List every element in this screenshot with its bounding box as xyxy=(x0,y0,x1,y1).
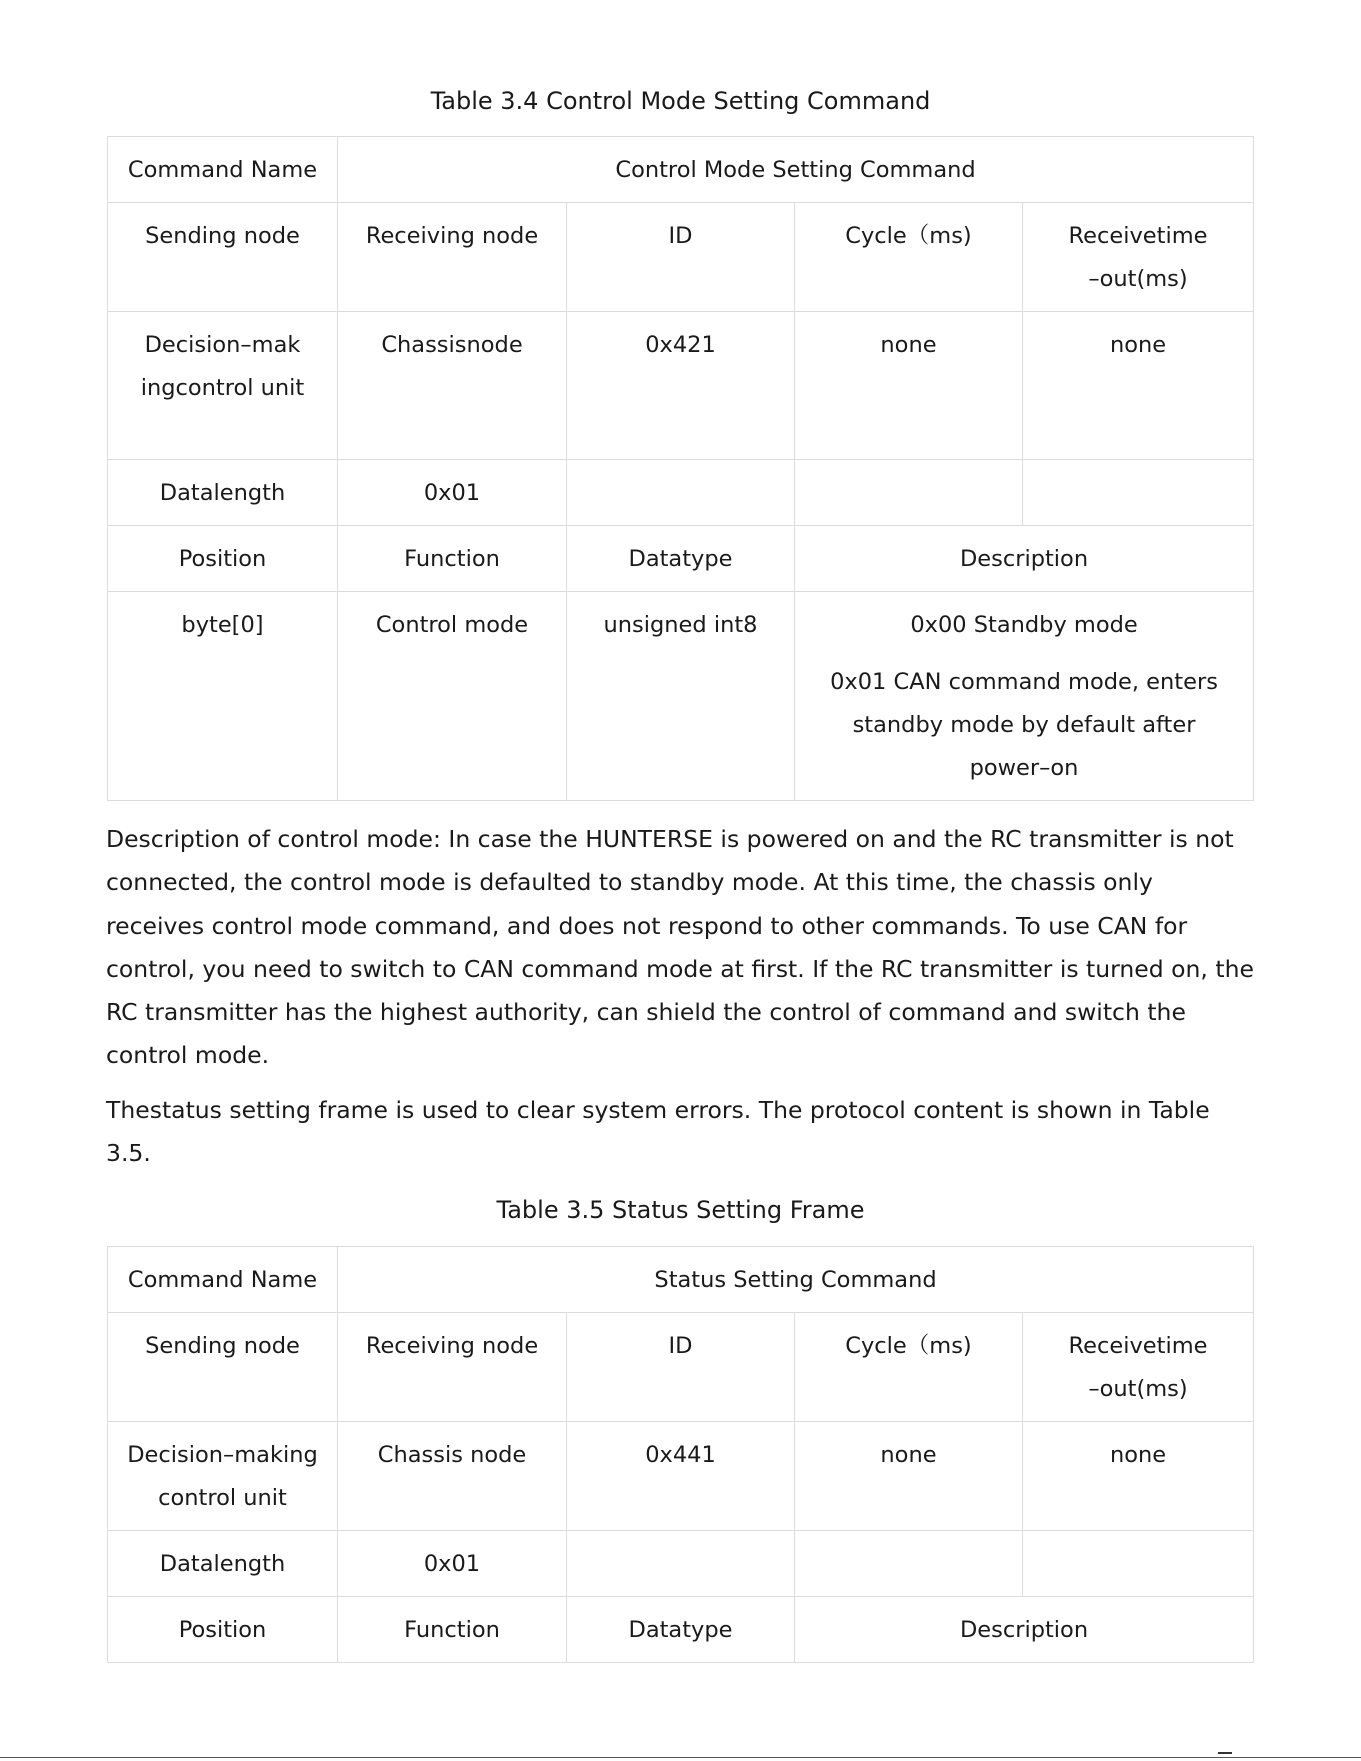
control-mode-description-paragraph: Description of control mode: In case the HUNTERSE is powered on and the RC transmitter is not connected, the control mode is defaulted to standby mode. At this time, the chassis only receives control mode command, and does not respond to other commands. To use CAN for control, you need to switch to CAN command mode at first. If the RC transmitter is turned on, the RC transmitter has the highest authority, can shield the control of command and switch the control mode. xyxy=(106,825,1254,1070)
receive-timeout-value: none xyxy=(1023,312,1254,460)
header-position: Position xyxy=(108,1597,338,1663)
id-value: 0x441 xyxy=(567,1422,795,1531)
status-setting-paragraph: Thestatus setting frame is used to clear system errors. The protocol content is shown in Table 3.5. xyxy=(106,1096,1210,1168)
datalength-value: 0x01 xyxy=(338,460,567,526)
header-datatype: Datatype xyxy=(567,526,795,592)
id-value: 0x421 xyxy=(567,312,795,460)
datalength-label: Datalength xyxy=(108,1531,338,1597)
empty-cell xyxy=(567,1531,795,1597)
header-cycle: Cycle（ms) xyxy=(795,203,1023,312)
datatype-value: unsigned int8 xyxy=(567,592,795,801)
page-footer-mark xyxy=(1218,1752,1232,1754)
header-sending-node: Sending node xyxy=(108,203,338,312)
position-value: byte[0] xyxy=(108,592,338,801)
header-position: Position xyxy=(108,526,338,592)
empty-cell xyxy=(1023,1531,1254,1597)
receiving-node-value: Chassisnode xyxy=(338,312,567,460)
datalength-value: 0x01 xyxy=(338,1531,567,1597)
header-cycle: Cycle（ms) xyxy=(795,1313,1023,1422)
table-row xyxy=(108,137,1254,203)
table-row xyxy=(108,526,1254,592)
function-value: Control mode xyxy=(338,592,567,801)
table-row xyxy=(108,1247,1254,1313)
table-3-4-caption: Table 3.4 Control Mode Setting Command xyxy=(430,87,931,115)
table-row xyxy=(108,1531,1254,1597)
empty-cell xyxy=(567,460,795,526)
receive-timeout-value: none xyxy=(1023,1422,1254,1531)
header-function: Function xyxy=(338,526,567,592)
empty-cell xyxy=(795,460,1023,526)
page-footer-rule xyxy=(0,1757,1361,1758)
header-function: Function xyxy=(338,1597,567,1663)
sending-node-value: Decision–mak ingcontrol unit xyxy=(108,312,338,460)
header-id: ID xyxy=(567,1313,795,1422)
datalength-label: Datalength xyxy=(108,460,338,526)
table-row xyxy=(108,460,1254,526)
cycle-value: none xyxy=(795,1422,1023,1531)
description-value xyxy=(795,592,1254,801)
empty-cell xyxy=(795,1531,1023,1597)
header-receive-timeout: Receivetime–out(ms) xyxy=(1023,1313,1254,1422)
table-row xyxy=(108,312,1254,460)
header-id: ID xyxy=(567,203,795,312)
command-name-label: Command Name xyxy=(108,1247,338,1313)
header-datatype: Datatype xyxy=(567,1597,795,1663)
command-name-value: Status Setting Command xyxy=(338,1247,1254,1313)
table-row xyxy=(108,203,1254,312)
description-standby: 0x00 Standby mode xyxy=(910,612,1138,638)
header-sending-node: Sending node xyxy=(108,1313,338,1422)
table-3-5-caption: Table 3.5 Status Setting Frame xyxy=(496,1196,865,1224)
control-mode-setting-table xyxy=(107,136,1254,801)
header-receiving-node: Receiving node xyxy=(338,203,567,312)
table-row xyxy=(108,1313,1254,1422)
header-description: Description xyxy=(795,1597,1254,1663)
header-receive-timeout: Receivetime–out(ms) xyxy=(1023,203,1254,312)
header-description: Description xyxy=(795,526,1254,592)
description-can-mode: 0x01 CAN command mode, enters standby mode by default after power–on xyxy=(830,669,1218,781)
command-name-label: Command Name xyxy=(108,137,338,203)
table-row xyxy=(108,592,1254,801)
status-setting-table xyxy=(107,1246,1254,1663)
cycle-value: none xyxy=(795,312,1023,460)
table-row xyxy=(108,1422,1254,1531)
header-receiving-node: Receiving node xyxy=(338,1313,567,1422)
command-name-value: Control Mode Setting Command xyxy=(338,137,1254,203)
table-row xyxy=(108,1597,1254,1663)
receiving-node-value: Chassis node xyxy=(338,1422,567,1531)
sending-node-value: Decision–making control unit xyxy=(108,1422,338,1531)
empty-cell xyxy=(1023,460,1254,526)
